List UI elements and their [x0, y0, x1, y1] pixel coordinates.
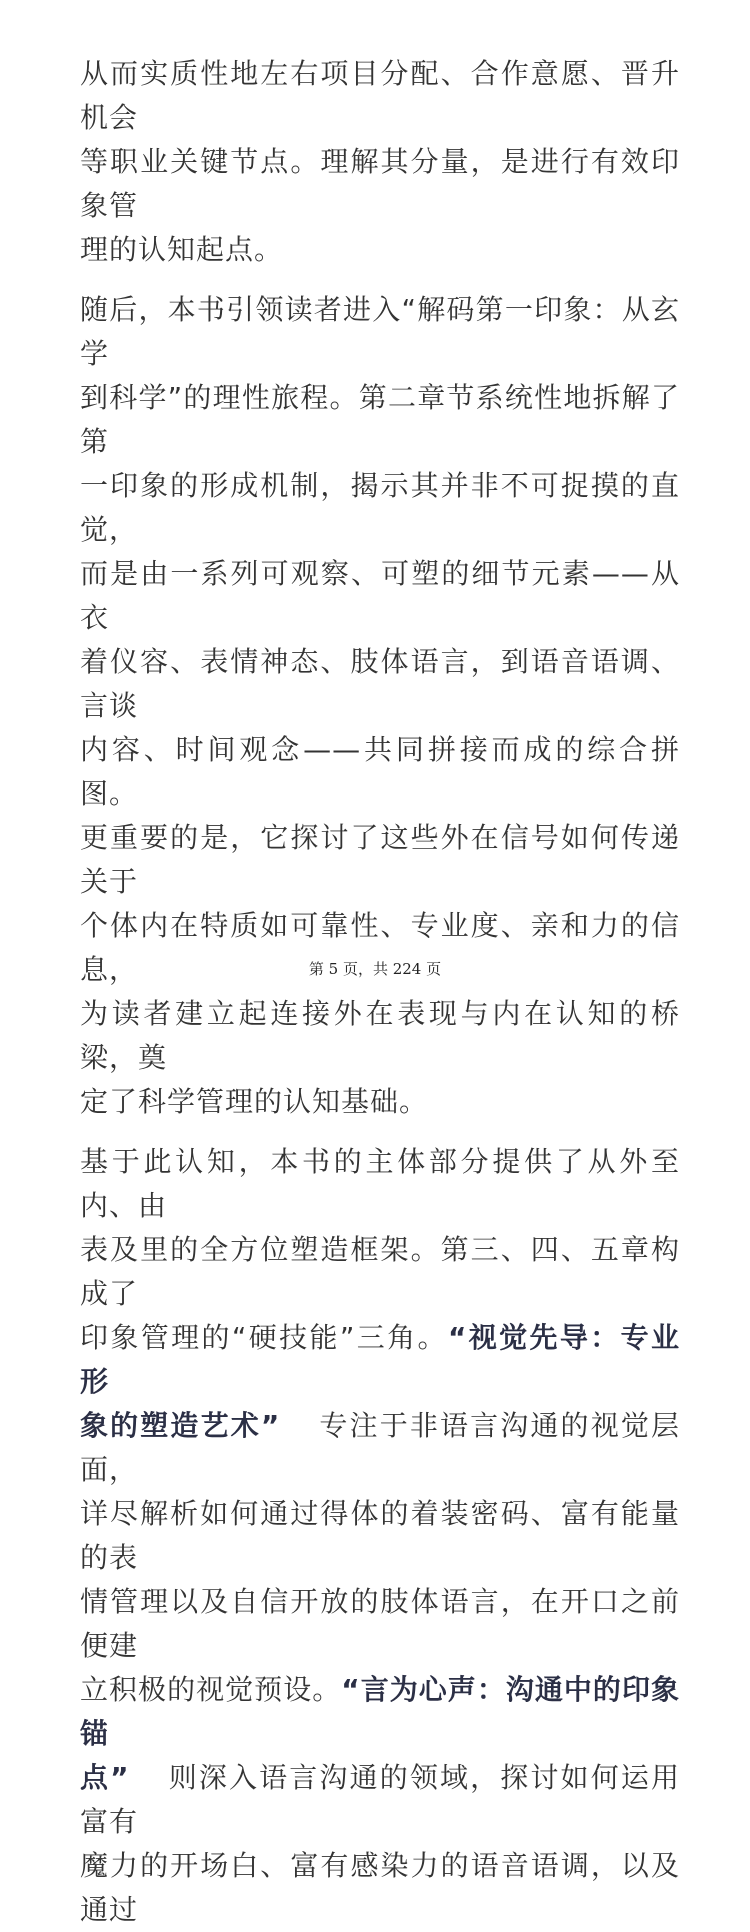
paragraph-3 — [80, 1140, 680, 1932]
bold-heading-visual: “视觉先导：专业形 — [80, 1321, 681, 1398]
document-body — [80, 52, 680, 1932]
text-line: 到科学”的理性旅程。第二章节系统性地拆解了第 — [80, 381, 680, 458]
text-line: 表及里的全方位塑造框架。第三、四、五章构成了 — [80, 1233, 680, 1310]
text-line: 而是由一系列可观察、可塑的细节元素——从衣 — [80, 557, 680, 634]
bold-heading-speech-cont: 点” — [80, 1761, 130, 1794]
text-line: 则深入语言沟通的领域，探讨如何运用富有 — [80, 1761, 680, 1838]
text-line: 印象管理的“硬技能”三角。 — [80, 1321, 448, 1354]
text-line: 定了科学管理的认知基础。 — [80, 1085, 429, 1118]
text-line: 着仪容、表情神态、肢体语言，到语音语调、言谈 — [80, 645, 680, 722]
paragraph-1 — [80, 52, 680, 272]
page-number-footer: 第 5 页，共 224 页 — [308, 960, 442, 978]
bold-heading-speech: “言为心声：沟通中的印象锚 — [80, 1673, 680, 1750]
text-line: 从而实质性地左右项目分配、合作意愿、晋升机会 — [80, 57, 680, 134]
text-line: 等职业关键节点。理解其分量，是进行有效印象管 — [80, 145, 680, 222]
text-line: 理的认知起点。 — [80, 233, 284, 266]
text-line: 随后，本书引领读者进入“解码第一印象：从玄学 — [80, 293, 680, 370]
text-line: 基于此认知，本书的主体部分提供了从外至内、由 — [80, 1145, 680, 1222]
text-line: 个体内在特质如可靠性、专业度、亲和力的信息， — [80, 909, 680, 986]
text-line: 为读者建立起连接外在表现与内在认知的桥梁，奠 — [80, 997, 680, 1074]
text-line: 更重要的是，它探讨了这些外在信号如何传递关于 — [80, 821, 680, 898]
bold-heading-visual-cont: 象的塑造艺术” — [80, 1409, 281, 1442]
text-line: 专注于非语言沟通的视觉层面， — [80, 1409, 680, 1486]
text-line: 详尽解析如何通过得体的着装密码、富有能量的表 — [80, 1497, 680, 1574]
text-line: 魔力的开场白、富有感染力的语音语调，以及通过 — [80, 1849, 680, 1926]
text-line: 一印象的形成机制，揭示其并非不可捉摸的直觉， — [80, 469, 680, 546]
text-line: 情管理以及自信开放的肢体语言，在开口之前便建 — [80, 1585, 680, 1662]
text-line: 内容、时间观念——共同拼接而成的综合拼图。 — [80, 733, 680, 810]
text-line: 立积极的视觉预设。 — [80, 1673, 342, 1706]
paragraph-2 — [80, 288, 680, 1124]
